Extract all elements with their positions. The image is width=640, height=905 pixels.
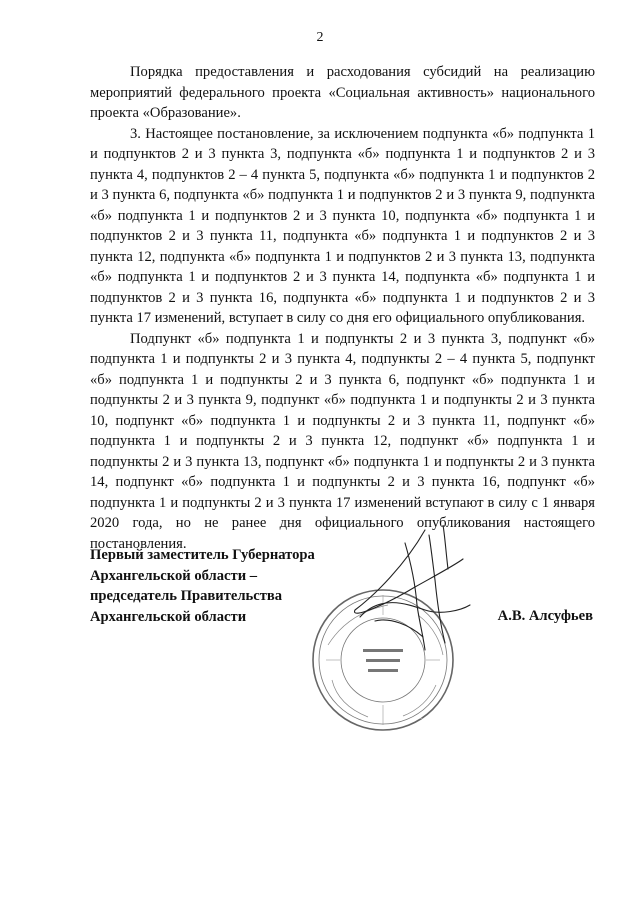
signatory-title	[90, 545, 315, 627]
signatory-title-line: Архангельской области –	[90, 567, 258, 584]
signatory-title-line: Первый заместитель Губернатора	[90, 547, 315, 563]
page-number: 2	[316, 30, 324, 45]
handwritten-signature	[345, 525, 475, 665]
signature-block	[90, 545, 595, 745]
paragraph-4: Подпункт «б» подпункта 1 и подпункты 2 и 3 пункта 3, подпункт «б» подпункта 1 и подпункты 2 и 3 пункта 4, подпункты 2 – 4 пункта 5, подпункт «б» подпункта 1 и подпункты 2 и 3 пункта 6, подпункт «б» подпункта 1 и подпункты 2 и 3 пункта 9, подпункт «б» подпункта 1 и подпункты 2 и 3 пункта 10, подпункт «б» подпункта 1 и подпункты 2 и 3 пункта 11, подпункт «б» подпункта 1 и подпункты 2 и 3 пункта 12, подпункт «б» подпункта 1 и подпункты 2 и 3 пункта 13, подпункт «б» подпункта 1 и подпункты 2 и 3 пункта 14, подпункт «б» подпункта 1 и подпункты 2 и 3 пункта 16, подпункт «б» подпункта 1 и подпункты 2 и 3 пункта 17 изменений вступают в силу с 1 января 2020 года, но не ранее дня официального опубликования настоящего постановления.	[90, 330, 595, 552]
paragraph-continuation: Порядка предоставления и расходования субсидий на реализацию мероприятий федерального проекта «Социальная активность» национального проекта «Образование».	[90, 64, 595, 121]
document-body	[90, 62, 595, 554]
signatory-name: А.В. Алсуфьев	[497, 608, 593, 624]
signatory-title-line: председатель Правительства	[90, 588, 283, 604]
paragraph-3: 3. Настоящее постановление, за исключением подпункта «б» подпункта 1 и подпунктов 2 и 3 пункта 3, подпункта «б» подпункта 1 и подпунктов 2 и 3 пункта 4, подпунктов 2 – 4 пункта 5, подпункта «б» подпункта 1 и подпунктов 2 и 3 пункта 6, подпункта «б» подпункта 1 и подпунктов 2 и 3 пункта 9, подпункта «б» подпункта 1 и подпунктов 2 и 3 пункта 10, подпункта «б» подпункта 1 и подпунктов 2 и 3 пункта 11, подпункта «б» подпункта 1 и подпунктов 2 и 3 пункта 12, подпункта «б» подпункта 1 и подпунктов 2 и 3 пункта 13, подпункта «б» подпункта 1 и подпунктов 2 и 3 пункта 14, подпункта «б» подпункта 1 и подпунктов 2 и 3 пункта 16, подпункта «б» подпункта 1 и подпунктов 2 и 3 пункта 17 изменений, вступает в силу со дня его официального опубликования.	[90, 125, 595, 326]
signatory-title-line: Архангельской области	[90, 608, 247, 625]
scan-artifact	[420, 718, 423, 719]
